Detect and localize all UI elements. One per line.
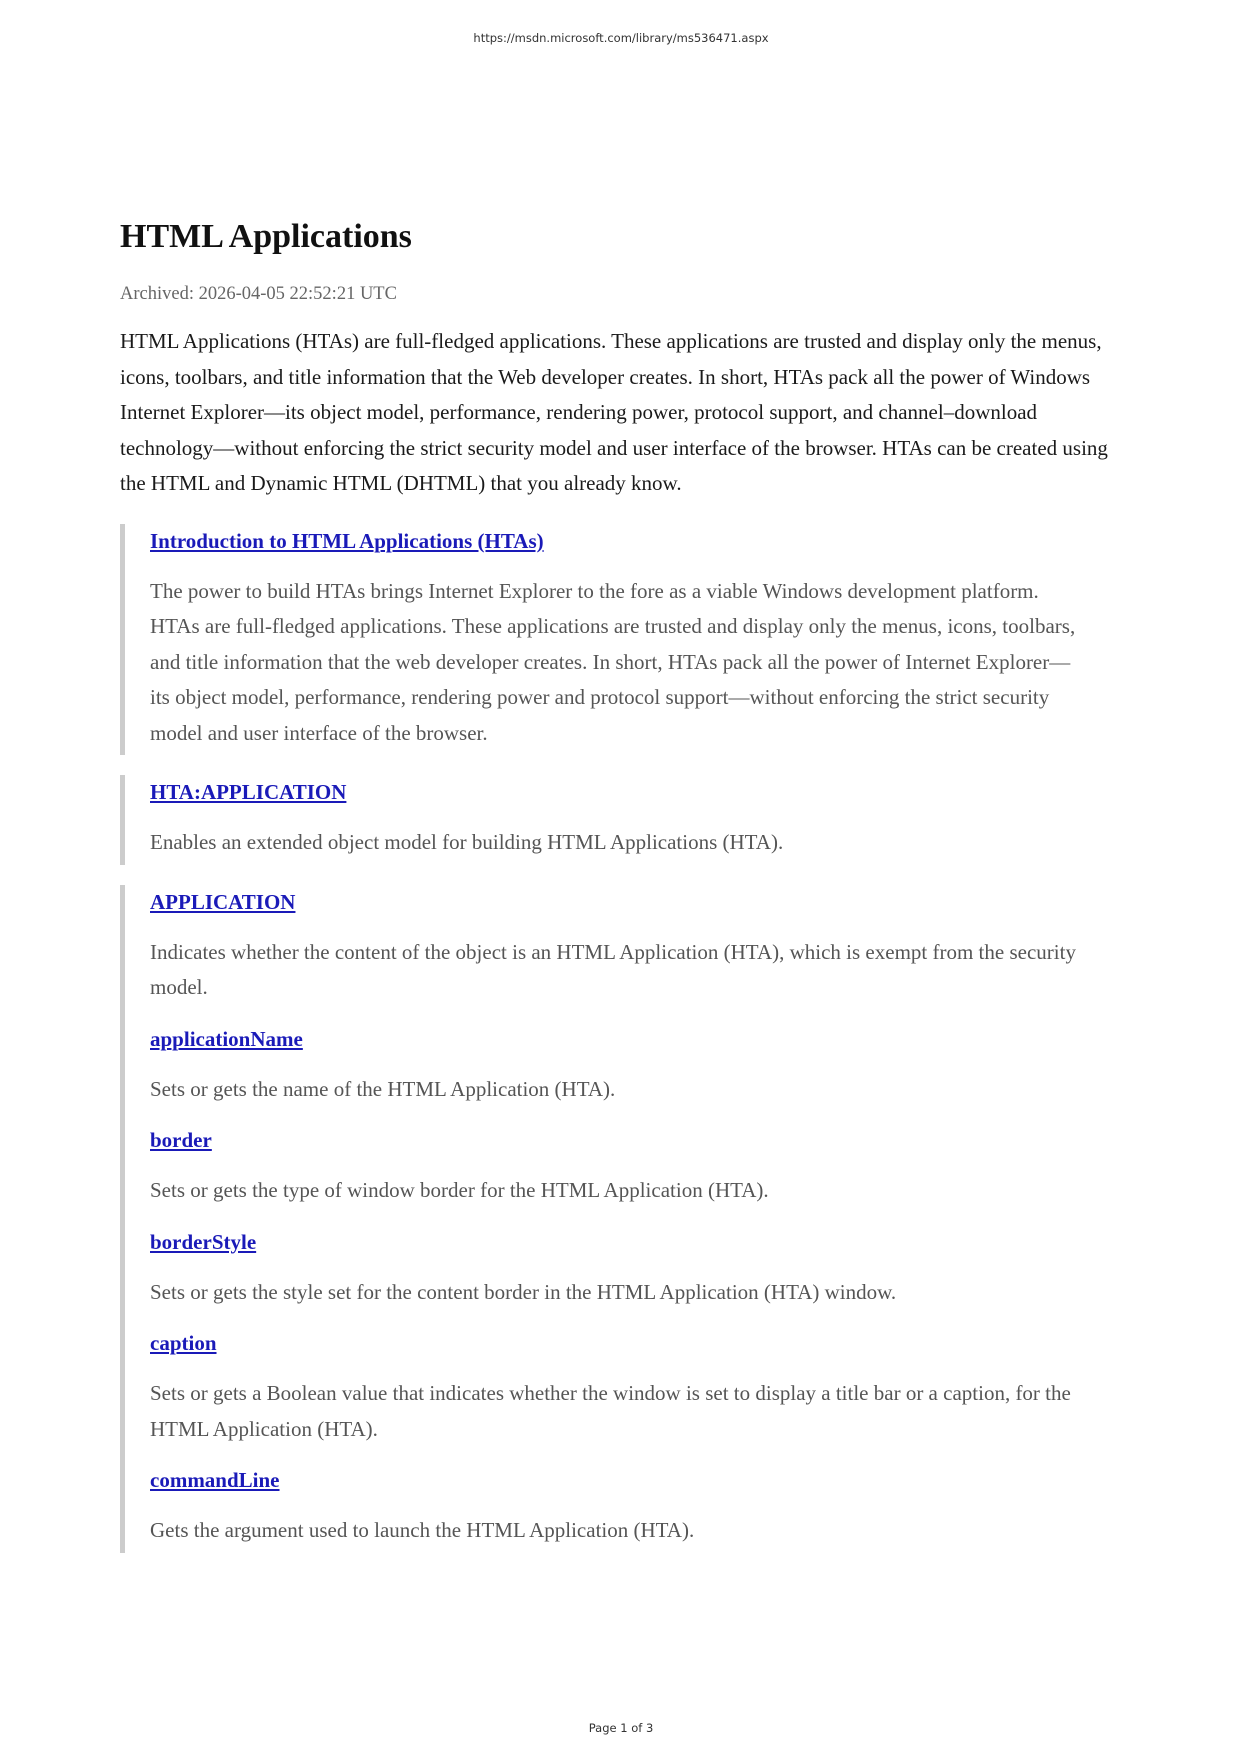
entry-description: The power to build HTAs brings Internet Explorer to the fore as a viable Windows development platform. HTAs are full-fledged applications. These applications are trusted and display only the menus, icons, toolbars, and title information that the web developer creates. In short, HTAs pack all the power of Internet Explorer—its object model, performance, rendering power and protocol support—without enforcing the strict security model and user interface of the browser. (150, 578, 1076, 745)
section-intro (120, 524, 1130, 756)
list-item (150, 887, 1130, 1006)
list-item (150, 526, 1130, 752)
link-command-line[interactable]: commandLine (150, 1468, 280, 1492)
entry-description: Sets or gets a Boolean value that indicates whether the window is set to display a title bar or a caption, for the HTML Application (HTA). (150, 1381, 1071, 1441)
link-border[interactable]: border (150, 1128, 212, 1152)
intro-paragraph: HTML Applications (HTAs) are full-fledged applications. These applications are trusted and display only the menus, icons, toolbars, and title information that the Web developer creates. In short, HTAs pack all the power of Windows Internet Explorer—its object model, performance, rendering power, protocol support, and channel–download technology—without enforcing the strict security model and user interface of the browser. HTAs can be created using the HTML and Dynamic HTML (DHTML) that you already know. (120, 329, 1108, 495)
section-properties (120, 885, 1130, 1553)
link-application-name[interactable]: applicationName (150, 1026, 303, 1051)
archived-timestamp: Archived: 2026-04-05 22:52:21 UTC (120, 284, 397, 304)
link-introduction-to-htas[interactable]: Introduction to HTML Applications (HTAs) (150, 528, 544, 553)
list-item (150, 1465, 1130, 1549)
list-item (150, 1024, 1130, 1108)
list-item (150, 1328, 1130, 1447)
link-application[interactable]: APPLICATION (150, 889, 296, 914)
page-number: Page 1 of 3 (588, 1721, 654, 1735)
entry-description: Sets or gets the type of window border for the HTML Application (HTA). (150, 1178, 769, 1202)
list-item (150, 1125, 1130, 1209)
entry-description: Enables an extended object model for building HTML Applications (HTA). (150, 830, 784, 854)
page-header-url: https://msdn.microsoft.com/library/ms536471.aspx (473, 31, 769, 45)
link-caption[interactable]: caption (150, 1331, 217, 1355)
entry-description: Sets or gets the style set for the content border in the HTML Application (HTA) window. (150, 1279, 897, 1304)
link-hta-application[interactable]: HTA:APPLICATION (150, 780, 347, 804)
page-title: HTML Applications (120, 218, 412, 255)
entry-description: Sets or gets the name of the HTML Application (HTA). (150, 1076, 616, 1101)
list-item (150, 777, 1130, 861)
entry-description: Gets the argument used to launch the HTML Application (HTA). (150, 1518, 695, 1542)
article (120, 210, 1130, 1553)
list-item (150, 1227, 1130, 1311)
entry-description: Indicates whether the content of the object is an HTML Application (HTA), which is exempt from the security model. (150, 939, 1076, 999)
section-hta-application (120, 775, 1130, 865)
link-border-style[interactable]: borderStyle (150, 1229, 257, 1254)
